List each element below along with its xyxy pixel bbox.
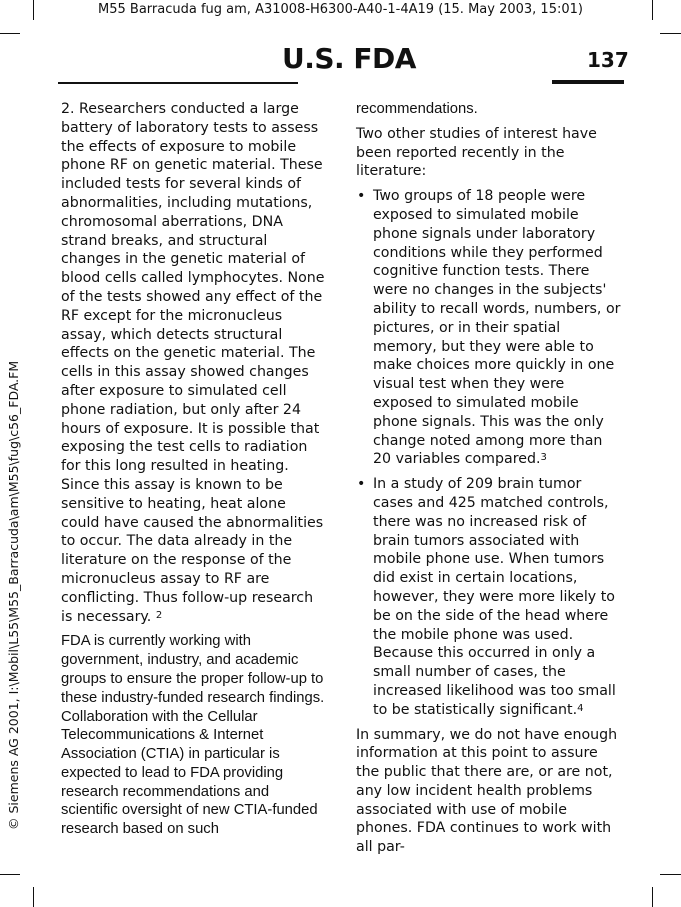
summary-paragraph: In summary, we do not have enough information at this point to assure the public that there are, or are not, any low incident health problems associated with use of mobile phones. FDA continues to work with all par-	[356, 726, 618, 856]
research-paragraph	[61, 100, 326, 626]
crop-mark-top-right-h	[660, 33, 681, 34]
footnote-ref-3: 3	[540, 452, 547, 464]
footnote-ref-4: 4	[577, 702, 584, 714]
crop-mark-top-right-v	[652, 0, 653, 20]
side-copyright-text: © Siemens AG 2001, I:\Mobil\L55\M55_Barracuda\am\M55\fug\c56_FDA.FM	[6, 360, 21, 830]
study-2-text: In a study of 209 brain tumor cases and 425 matched controls, there was no increased risk of brain tumors associated with mobile phone use. When tumors did exist in certain locations, however, they were more likely to be on the side of the head where the mobile phone was used. Because this occurred in only a small number of cases, the increased likelihood was too small to be statistically significant.	[373, 476, 616, 718]
studies-list	[356, 187, 624, 719]
page-title: U.S. FDA	[282, 42, 416, 75]
crop-mark-bottom-right-v	[652, 887, 653, 907]
continuation-text: recommendations.	[356, 101, 478, 117]
other-studies-intro: Two other studies of interest have been reported recently in the literature:	[356, 125, 597, 180]
list-item	[356, 187, 624, 469]
footnote-ref-2: 2	[155, 609, 163, 621]
document-header-meta: M55 Barracuda fug am, A31008-H6300-A40-1-4A19 (15. May 2003, 15:01)	[98, 2, 583, 17]
right-column	[356, 100, 624, 863]
crop-mark-bottom-left-h	[0, 874, 20, 875]
side-copyright	[4, 360, 24, 830]
header-rule-right	[552, 80, 624, 84]
crop-mark-bottom-right-h	[660, 874, 681, 875]
fda-collaboration-paragraph: FDA is currently working with government, industry, and academic groups to ensure the proper follow-up to these industry-funded research findings. Collaboration with the Cellular Telecommunications & Internet Association (CTIA) in particular is expected to lead to FDA providing research recommendations and scientific oversight of new CTIA-funded research based on such	[61, 633, 325, 838]
crop-mark-top-left-v	[33, 0, 34, 20]
list-item	[356, 475, 624, 719]
study-1-text: Two groups of 18 people were exposed to simulated mobile phone signals under laboratory conditions while they performed cognitive function tests. There were no changes in the subjects' ability to recall words, numbers, or pictures, or in their spatial memory, but they were able to make choices more quickly in one visual test when they were exposed to simulated mobile phone signals. This was the only change noted among more than 20 variables compared.	[373, 188, 621, 468]
header-rule-left	[58, 82, 298, 84]
page-number: 137	[587, 48, 629, 72]
crop-mark-bottom-left-v	[33, 887, 34, 907]
research-paragraph-text: 2. Researchers conducted a large battery of laboratory tests to assess the effects of exposure to mobile phone RF on genetic material. These included tests for several kinds of abnormalities, including mutations, chromosomal aberrations, DNA strand breaks, and structural changes in the genetic material of blood cells called lymphocytes. None of the tests showed any effect of the RF except for the micronucleus assay, which detects structural effects on the genetic material. The cells in this assay showed changes after exposure to simulated cell phone radiation, but only after 24 hours of exposure. It is possible that exposing the test cells to radiation for this long resulted in heating. Since this assay is known to be sensitive to heating, heat alone could have caused the abnormalities to occur. The data already in the literature on the response of the micronucleus assay to RF are conflicting. Thus follow-up research is necessary.	[61, 101, 325, 625]
left-column	[61, 100, 326, 845]
crop-mark-top-left-h	[0, 33, 20, 34]
